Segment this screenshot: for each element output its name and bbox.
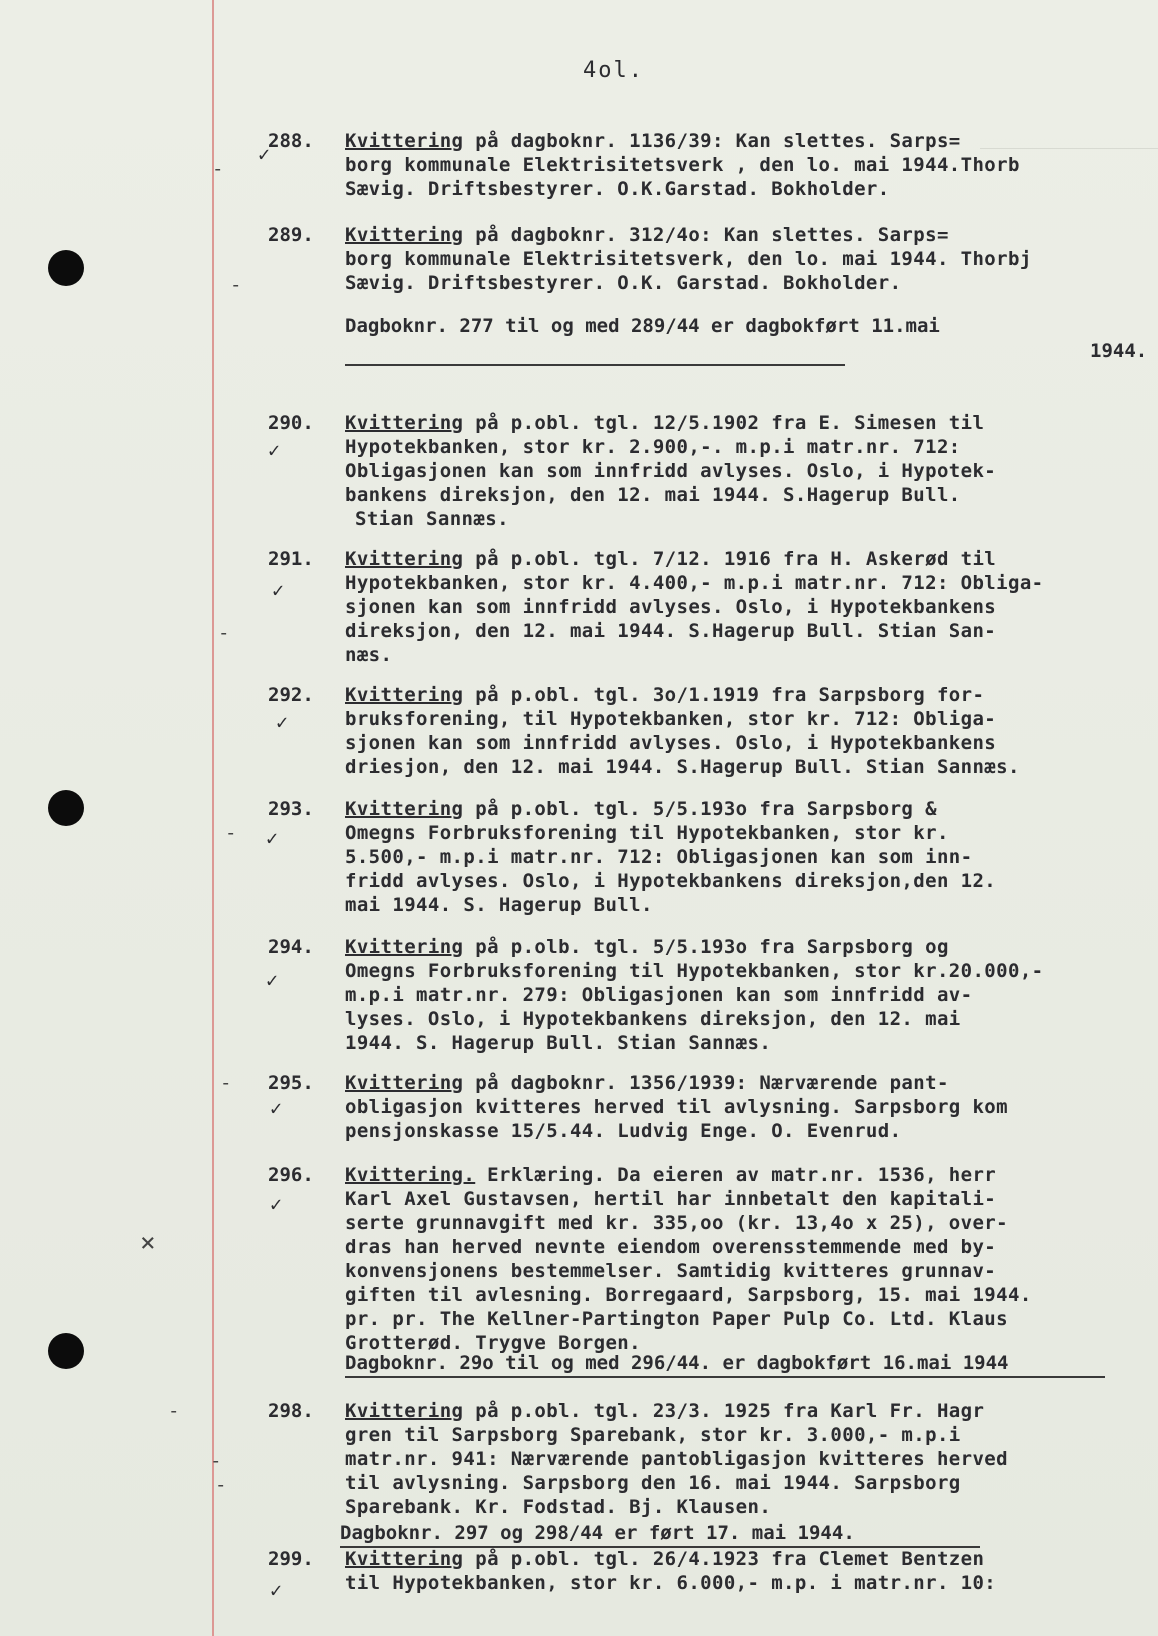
entry-line: Karl Axel Gustavsen, hertil har innbetalt den kapitali- bbox=[345, 1188, 997, 1210]
entry-line: sjonen kan som innfridd avlyses. Oslo, i Hypotekbankens bbox=[345, 732, 997, 754]
margin-dash: - bbox=[210, 1450, 222, 1472]
entry-line: gren til Sarpsborg Sparebank, stor kr. 3.000,- m.p.i bbox=[345, 1424, 961, 1446]
check-mark-icon: ✓ bbox=[270, 1192, 283, 1216]
margin-dash: - bbox=[215, 1474, 227, 1496]
entry-number: 294. bbox=[268, 936, 314, 958]
entry-line: Kvittering på dagboknr. 1356/1939: Nærværende pant- bbox=[345, 1072, 949, 1094]
binder-hole bbox=[48, 250, 84, 286]
check-mark-icon: ✓ bbox=[272, 578, 285, 602]
check-mark-icon: ✓ bbox=[266, 826, 279, 850]
entry-line: Kvittering på p.olb. tgl. 5/5.193o fra Sarpsborg og bbox=[345, 936, 949, 958]
cross-mark-icon: × bbox=[140, 1228, 156, 1258]
check-mark-icon: ✓ bbox=[268, 438, 281, 462]
entry-line: til avlysning. Sarpsborg den 16. mai 1944. Sarpsborg bbox=[345, 1472, 961, 1494]
entry-line: 5.500,- m.p.i matr.nr. 712: Obligasjonen kan som inn- bbox=[345, 846, 973, 868]
keyword-kvittering: Kvittering bbox=[345, 1548, 464, 1570]
entry-line: Stian Sannæs. bbox=[355, 508, 509, 530]
entry-line: fridd avlyses. Oslo, i Hypotekbankens direksjon,den 12. bbox=[345, 870, 997, 892]
entry-number: 291. bbox=[268, 548, 314, 570]
entry-number: 290. bbox=[268, 412, 314, 434]
check-mark-icon: ✓ bbox=[258, 142, 271, 166]
entry-line: giften til avlesning. Borregaard, Sarpsborg, 15. mai 1944. bbox=[345, 1284, 1032, 1306]
keyword-kvittering: Kvittering bbox=[345, 1400, 464, 1422]
entry-line: Omegns Forbruksforening til Hypotekbanken, stor kr. bbox=[345, 822, 949, 844]
entry-line: bankens direksjon, den 12. mai 1944. S.Hagerup Bull. bbox=[345, 484, 961, 506]
entry-line: mai 1944. S. Hagerup Bull. bbox=[345, 894, 653, 916]
entry-line: Kvittering på p.obl. tgl. 23/3. 1925 fra Karl Fr. Hagr bbox=[345, 1400, 985, 1422]
margin-dash: - bbox=[168, 1400, 180, 1422]
entry-line: Kvittering. Erklæring. Da eieren av matr.nr. 1536, herr bbox=[345, 1164, 997, 1186]
keyword-kvittering: Kvittering bbox=[345, 684, 464, 706]
keyword-kvittering: Kvittering bbox=[345, 1072, 464, 1094]
entry-line: obligasjon kvitteres herved til avlysning. Sarpsborg kom bbox=[345, 1096, 1008, 1118]
margin-line bbox=[212, 0, 214, 1636]
entry-line: driesjon, den 12. mai 1944. S.Hagerup Bull. Stian Sannæs. bbox=[345, 756, 1020, 778]
entry-number: 296. bbox=[268, 1164, 314, 1186]
keyword-kvittering: Kvittering bbox=[345, 548, 464, 570]
dagbok-note: Dagboknr. 297 og 298/44 er ført 17. mai 1944. bbox=[340, 1522, 855, 1544]
entry-line: dras han herved nevnte eiendom overensstemmende med by- bbox=[345, 1236, 997, 1258]
margin-dash: - bbox=[225, 822, 237, 844]
page-number: 4ol. bbox=[583, 58, 644, 83]
entry-line: lyses. Oslo, i Hypotekbankens direksjon, den 12. mai bbox=[345, 1008, 961, 1030]
entry-line: til Hypotekbanken, stor kr. 6.000,- m.p. i matr.nr. 10: bbox=[345, 1572, 997, 1594]
entry-number: 292. bbox=[268, 684, 314, 706]
dagbok-note: Dagboknr. 277 til og med 289/44 er dagbokført 11.mai bbox=[345, 315, 940, 337]
entry-line: Sævig. Driftsbestyrer. O.K. Garstad. Bokholder. bbox=[345, 272, 902, 294]
keyword-kvittering: Kvittering bbox=[345, 936, 464, 958]
entry-line: Grotterød. Trygve Borgen. bbox=[345, 1332, 641, 1354]
margin-dash: - bbox=[212, 158, 224, 180]
entry-line: pensjonskasse 15/5.44. Ludvig Enge. O. Evenrud. bbox=[345, 1120, 902, 1142]
entry-line: Omegns Forbruksforening til Hypotekbanken, stor kr.20.000,- bbox=[345, 960, 1044, 982]
keyword-kvittering: Kvittering bbox=[345, 224, 464, 246]
binder-hole bbox=[48, 790, 84, 826]
entry-line: Hypotekbanken, stor kr. 4.400,- m.p.i matr.nr. 712: Obliga- bbox=[345, 572, 1044, 594]
margin-dash: - bbox=[220, 1072, 232, 1094]
dagbok-note-year: 1944. bbox=[1090, 340, 1148, 362]
entry-number: 299. bbox=[268, 1548, 314, 1570]
rule-line bbox=[345, 364, 845, 366]
entry-line: Kvittering på p.obl. tgl. 5/5.193o fra Sarpsborg & bbox=[345, 798, 937, 820]
entry-line: Hypotekbanken, stor kr. 2.900,-. m.p.i matr.nr. 712: bbox=[345, 436, 961, 458]
entry-line: næs. bbox=[345, 644, 393, 666]
entry-line: borg kommunale Elektrisitetsverk, den lo. mai 1944. Thorbj bbox=[345, 248, 1032, 270]
entry-line: Kvittering på dagboknr. 1136/39: Kan slettes. Sarps= bbox=[345, 130, 961, 152]
entry-line: sjonen kan som innfridd avlyses. Oslo, i Hypotekbankens bbox=[345, 596, 997, 618]
entry-number: 289. bbox=[268, 224, 314, 246]
entry-line: bruksforening, til Hypotekbanken, stor kr. 712: Obliga- bbox=[345, 708, 997, 730]
entry-line: Sparebank. Kr. Fodstad. Bj. Klausen. bbox=[345, 1496, 772, 1518]
entry-line: serte grunnavgift med kr. 335,oo (kr. 13,4o x 25), over- bbox=[345, 1212, 1008, 1234]
keyword-kvittering: Kvittering bbox=[345, 412, 464, 434]
entry-line: direksjon, den 12. mai 1944. S.Hagerup Bull. Stian San- bbox=[345, 620, 997, 642]
entry-number: 293. bbox=[268, 798, 314, 820]
keyword-kvittering: Kvittering. bbox=[345, 1164, 476, 1186]
binder-hole bbox=[48, 1333, 84, 1369]
check-mark-icon: ✓ bbox=[276, 710, 289, 734]
check-mark-icon: ✓ bbox=[270, 1096, 283, 1120]
entry-line: Kvittering på p.obl. tgl. 7/12. 1916 fra H. Askerød til bbox=[345, 548, 997, 570]
entry-line: Obligasjonen kan som innfridd avlyses. Oslo, i Hypotek- bbox=[345, 460, 997, 482]
entry-line: borg kommunale Elektrisitetsverk , den lo. mai 1944.Thorb bbox=[345, 154, 1020, 176]
entry-line: Kvittering på dagboknr. 312/4o: Kan slettes. Sarps= bbox=[345, 224, 949, 246]
entry-line: Kvittering på p.obl. tgl. 12/5.1902 fra E. Simesen til bbox=[345, 412, 985, 434]
entry-line: matr.nr. 941: Nærværende pantobligasjon kvitteres herved bbox=[345, 1448, 1008, 1470]
entry-line: 1944. S. Hagerup Bull. Stian Sannæs. bbox=[345, 1032, 772, 1054]
entry-line: Kvittering på p.obl. tgl. 26/4.1923 fra Clemet Bentzen bbox=[345, 1548, 985, 1570]
entry-number: 288. bbox=[268, 130, 314, 152]
check-mark-icon: ✓ bbox=[266, 968, 279, 992]
entry-line: pr. pr. The Kellner-Partington Paper Pulp Co. Ltd. Klaus bbox=[345, 1308, 1008, 1330]
margin-dash: - bbox=[218, 622, 230, 644]
rule-line bbox=[345, 1376, 1105, 1378]
entry-line: Sævig. Driftsbestyrer. O.K.Garstad. Bokholder. bbox=[345, 178, 890, 200]
entry-line: Kvittering på p.obl. tgl. 3o/1.1919 fra Sarpsborg for- bbox=[345, 684, 985, 706]
check-mark-icon: ✓ bbox=[270, 1578, 283, 1602]
dagbok-note: Dagboknr. 29o til og med 296/44. er dagbokført 16.mai 1944 bbox=[345, 1352, 1009, 1374]
margin-dash: - bbox=[230, 274, 242, 296]
entry-number: 298. bbox=[268, 1400, 314, 1422]
keyword-kvittering: Kvittering bbox=[345, 798, 464, 820]
entry-number: 295. bbox=[268, 1072, 314, 1094]
keyword-kvittering: Kvittering bbox=[345, 130, 464, 152]
entry-line: konvensjonens bestemmelser. Samtidig kvitteres grunnav- bbox=[345, 1260, 997, 1282]
entry-line: m.p.i matr.nr. 279: Obligasjonen kan som innfridd av- bbox=[345, 984, 973, 1006]
